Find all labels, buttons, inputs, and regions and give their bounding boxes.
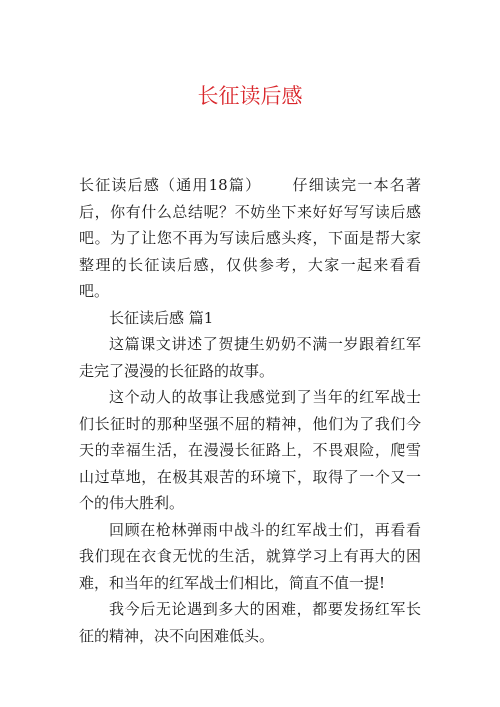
body-paragraph: 回顾在枪林弹雨中战斗的红军战士们，再看看我们现在衣食无忧的生活，就算学习上有再大的困难，和当年的红军战士们相比，简直不值一提!: [79, 520, 421, 592]
document-body: [79, 172, 421, 649]
body-paragraph: 我今后无论遇到多大的困难，都要发扬红军长征的精神，决不向困难低头。: [79, 600, 421, 645]
document-title: 长征读后感: [197, 84, 303, 108]
section-heading: 长征读后感 篇1: [109, 308, 214, 327]
intro-heading: 长征读后感（通用18篇）: [79, 176, 262, 194]
intro-text: 仔细读完一本名著后，你有什么总结呢？不妨坐下来好好写写读后感吧。为了让您不再为写读后感头疼，下面是帮大家整理的长征读后感，仅供参考，大家一起来看看吧。: [79, 176, 421, 300]
body-paragraph: 这个动人的故事让我感觉到了当年的红军战士们长征时的那种坚强不屈的精神，他们为了我们今天的幸福生活，在漫漫长征路上，不畏艰险，爬雪山过草地，在极其艰苦的环境下，取得了一个又一个的伟大胜利。: [79, 388, 421, 512]
intro-paragraph: [79, 172, 421, 305]
body-paragraph: 这篇课文讲述了贺捷生奶奶不满一岁跟着红军走完了漫漫的长征路的故事。: [79, 335, 421, 380]
